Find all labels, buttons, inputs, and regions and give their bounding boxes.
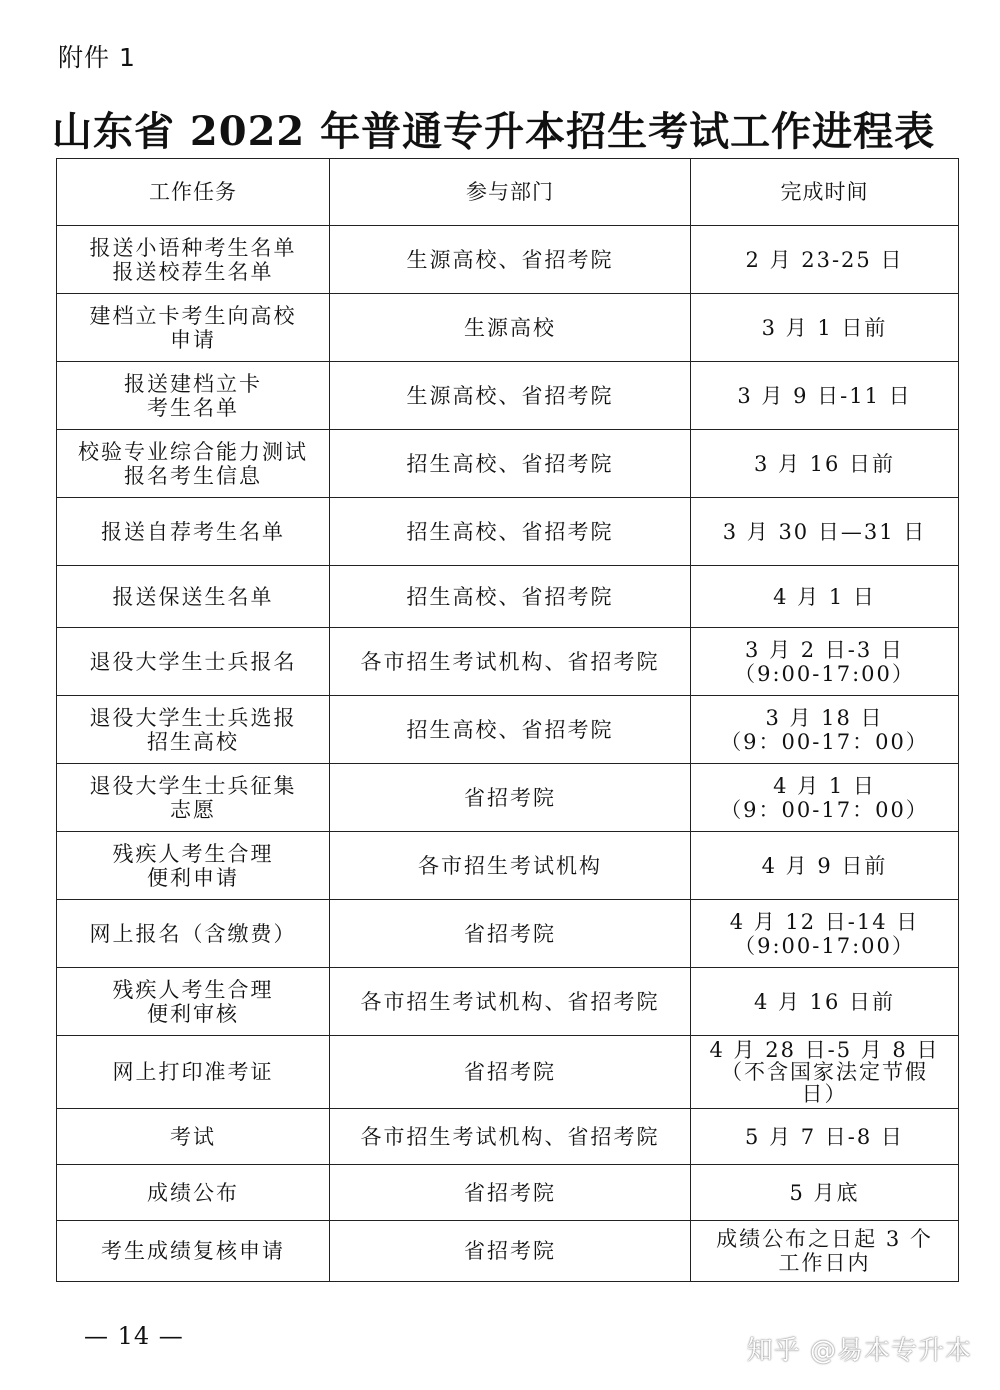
task-cell: 校验专业综合能力测试 报名考生信息 xyxy=(57,430,330,498)
time-cell: 2 月 23-25 日 xyxy=(691,226,959,294)
department-cell: 省招考院 xyxy=(330,1036,691,1109)
attachment-label: 附件 1 xyxy=(58,43,136,72)
task-cell: 退役大学生士兵报名 xyxy=(57,628,330,696)
time-cell: 5 月 7 日-8 日 xyxy=(691,1109,959,1165)
time-cell: 4 月 12 日-14 日 （9:00-17:00） xyxy=(691,900,959,968)
task-cell: 退役大学生士兵选报 招生高校 xyxy=(57,696,330,764)
department-cell: 生源高校 xyxy=(330,294,691,362)
department-cell: 招生高校、省招考院 xyxy=(330,430,691,498)
page-title: 山东省 2022 年普通专升本招生考试工作进程表 xyxy=(52,108,936,155)
time-cell: 3 月 2 日-3 日 （9:00-17:00） xyxy=(691,628,959,696)
task-cell: 退役大学生士兵征集 志愿 xyxy=(57,764,330,832)
department-cell: 各市招生考试机构、省招考院 xyxy=(330,628,691,696)
table-row xyxy=(57,628,959,696)
time-cell: 3 月 16 日前 xyxy=(691,430,959,498)
table-row xyxy=(57,764,959,832)
time-cell: 3 月 1 日前 xyxy=(691,294,959,362)
table-row xyxy=(57,696,959,764)
time-cell: 3 月 30 日—31 日 xyxy=(691,498,959,566)
time-cell: 4 月 1 日 xyxy=(691,566,959,628)
department-cell: 各市招生考试机构、省招考院 xyxy=(330,1109,691,1165)
table-row xyxy=(57,498,959,566)
task-cell: 报送保送生名单 xyxy=(57,566,330,628)
time-cell: 成绩公布之日起 3 个 工作日内 xyxy=(691,1221,959,1282)
table-row xyxy=(57,1221,959,1282)
table-row xyxy=(57,900,959,968)
table-row xyxy=(57,566,959,628)
table-row xyxy=(57,362,959,430)
time-cell: 4 月 16 日前 xyxy=(691,968,959,1036)
time-cell: 3 月 9 日-11 日 xyxy=(691,362,959,430)
task-cell: 报送建档立卡 考生名单 xyxy=(57,362,330,430)
task-cell: 建档立卡考生向高校 申请 xyxy=(57,294,330,362)
department-cell: 招生高校、省招考院 xyxy=(330,696,691,764)
task-cell: 网上打印准考证 xyxy=(57,1036,330,1109)
time-cell: 3 月 18 日 （9：00-17：00） xyxy=(691,696,959,764)
task-cell: 残疾人考生合理 便利申请 xyxy=(57,832,330,900)
time-cell: 4 月 1 日 （9：00-17：00） xyxy=(691,764,959,832)
department-cell: 各市招生考试机构、省招考院 xyxy=(330,968,691,1036)
department-cell: 各市招生考试机构 xyxy=(330,832,691,900)
department-cell: 省招考院 xyxy=(330,1221,691,1282)
time-cell: 4 月 28 日-5 月 8 日 （不含国家法定节假 日） xyxy=(691,1036,959,1109)
table-row xyxy=(57,832,959,900)
table-row xyxy=(57,430,959,498)
schedule-table xyxy=(56,158,959,1282)
header-completion-time: 完成时间 xyxy=(691,159,959,226)
watermark: 知乎 @易本专升本 xyxy=(746,1336,972,1366)
department-cell: 省招考院 xyxy=(330,900,691,968)
page-number: — 14 — xyxy=(84,1322,184,1350)
department-cell: 生源高校、省招考院 xyxy=(330,362,691,430)
table-row xyxy=(57,1165,959,1221)
task-cell: 网上报名（含缴费） xyxy=(57,900,330,968)
header-task: 工作任务 xyxy=(57,159,330,226)
task-cell: 报送小语种考生名单 报送校荐生名单 xyxy=(57,226,330,294)
department-cell: 招生高校、省招考院 xyxy=(330,498,691,566)
header-department: 参与部门 xyxy=(330,159,691,226)
department-cell: 生源高校、省招考院 xyxy=(330,226,691,294)
table-header-row xyxy=(57,159,959,226)
task-cell: 考试 xyxy=(57,1109,330,1165)
task-cell: 残疾人考生合理 便利审核 xyxy=(57,968,330,1036)
department-cell: 省招考院 xyxy=(330,1165,691,1221)
table-row xyxy=(57,1109,959,1165)
task-cell: 考生成绩复核申请 xyxy=(57,1221,330,1282)
time-cell: 4 月 9 日前 xyxy=(691,832,959,900)
task-cell: 成绩公布 xyxy=(57,1165,330,1221)
table-row xyxy=(57,1036,959,1109)
table-row xyxy=(57,226,959,294)
department-cell: 招生高校、省招考院 xyxy=(330,566,691,628)
department-cell: 省招考院 xyxy=(330,764,691,832)
time-cell: 5 月底 xyxy=(691,1165,959,1221)
table-row xyxy=(57,294,959,362)
table-row xyxy=(57,968,959,1036)
task-cell: 报送自荐考生名单 xyxy=(57,498,330,566)
